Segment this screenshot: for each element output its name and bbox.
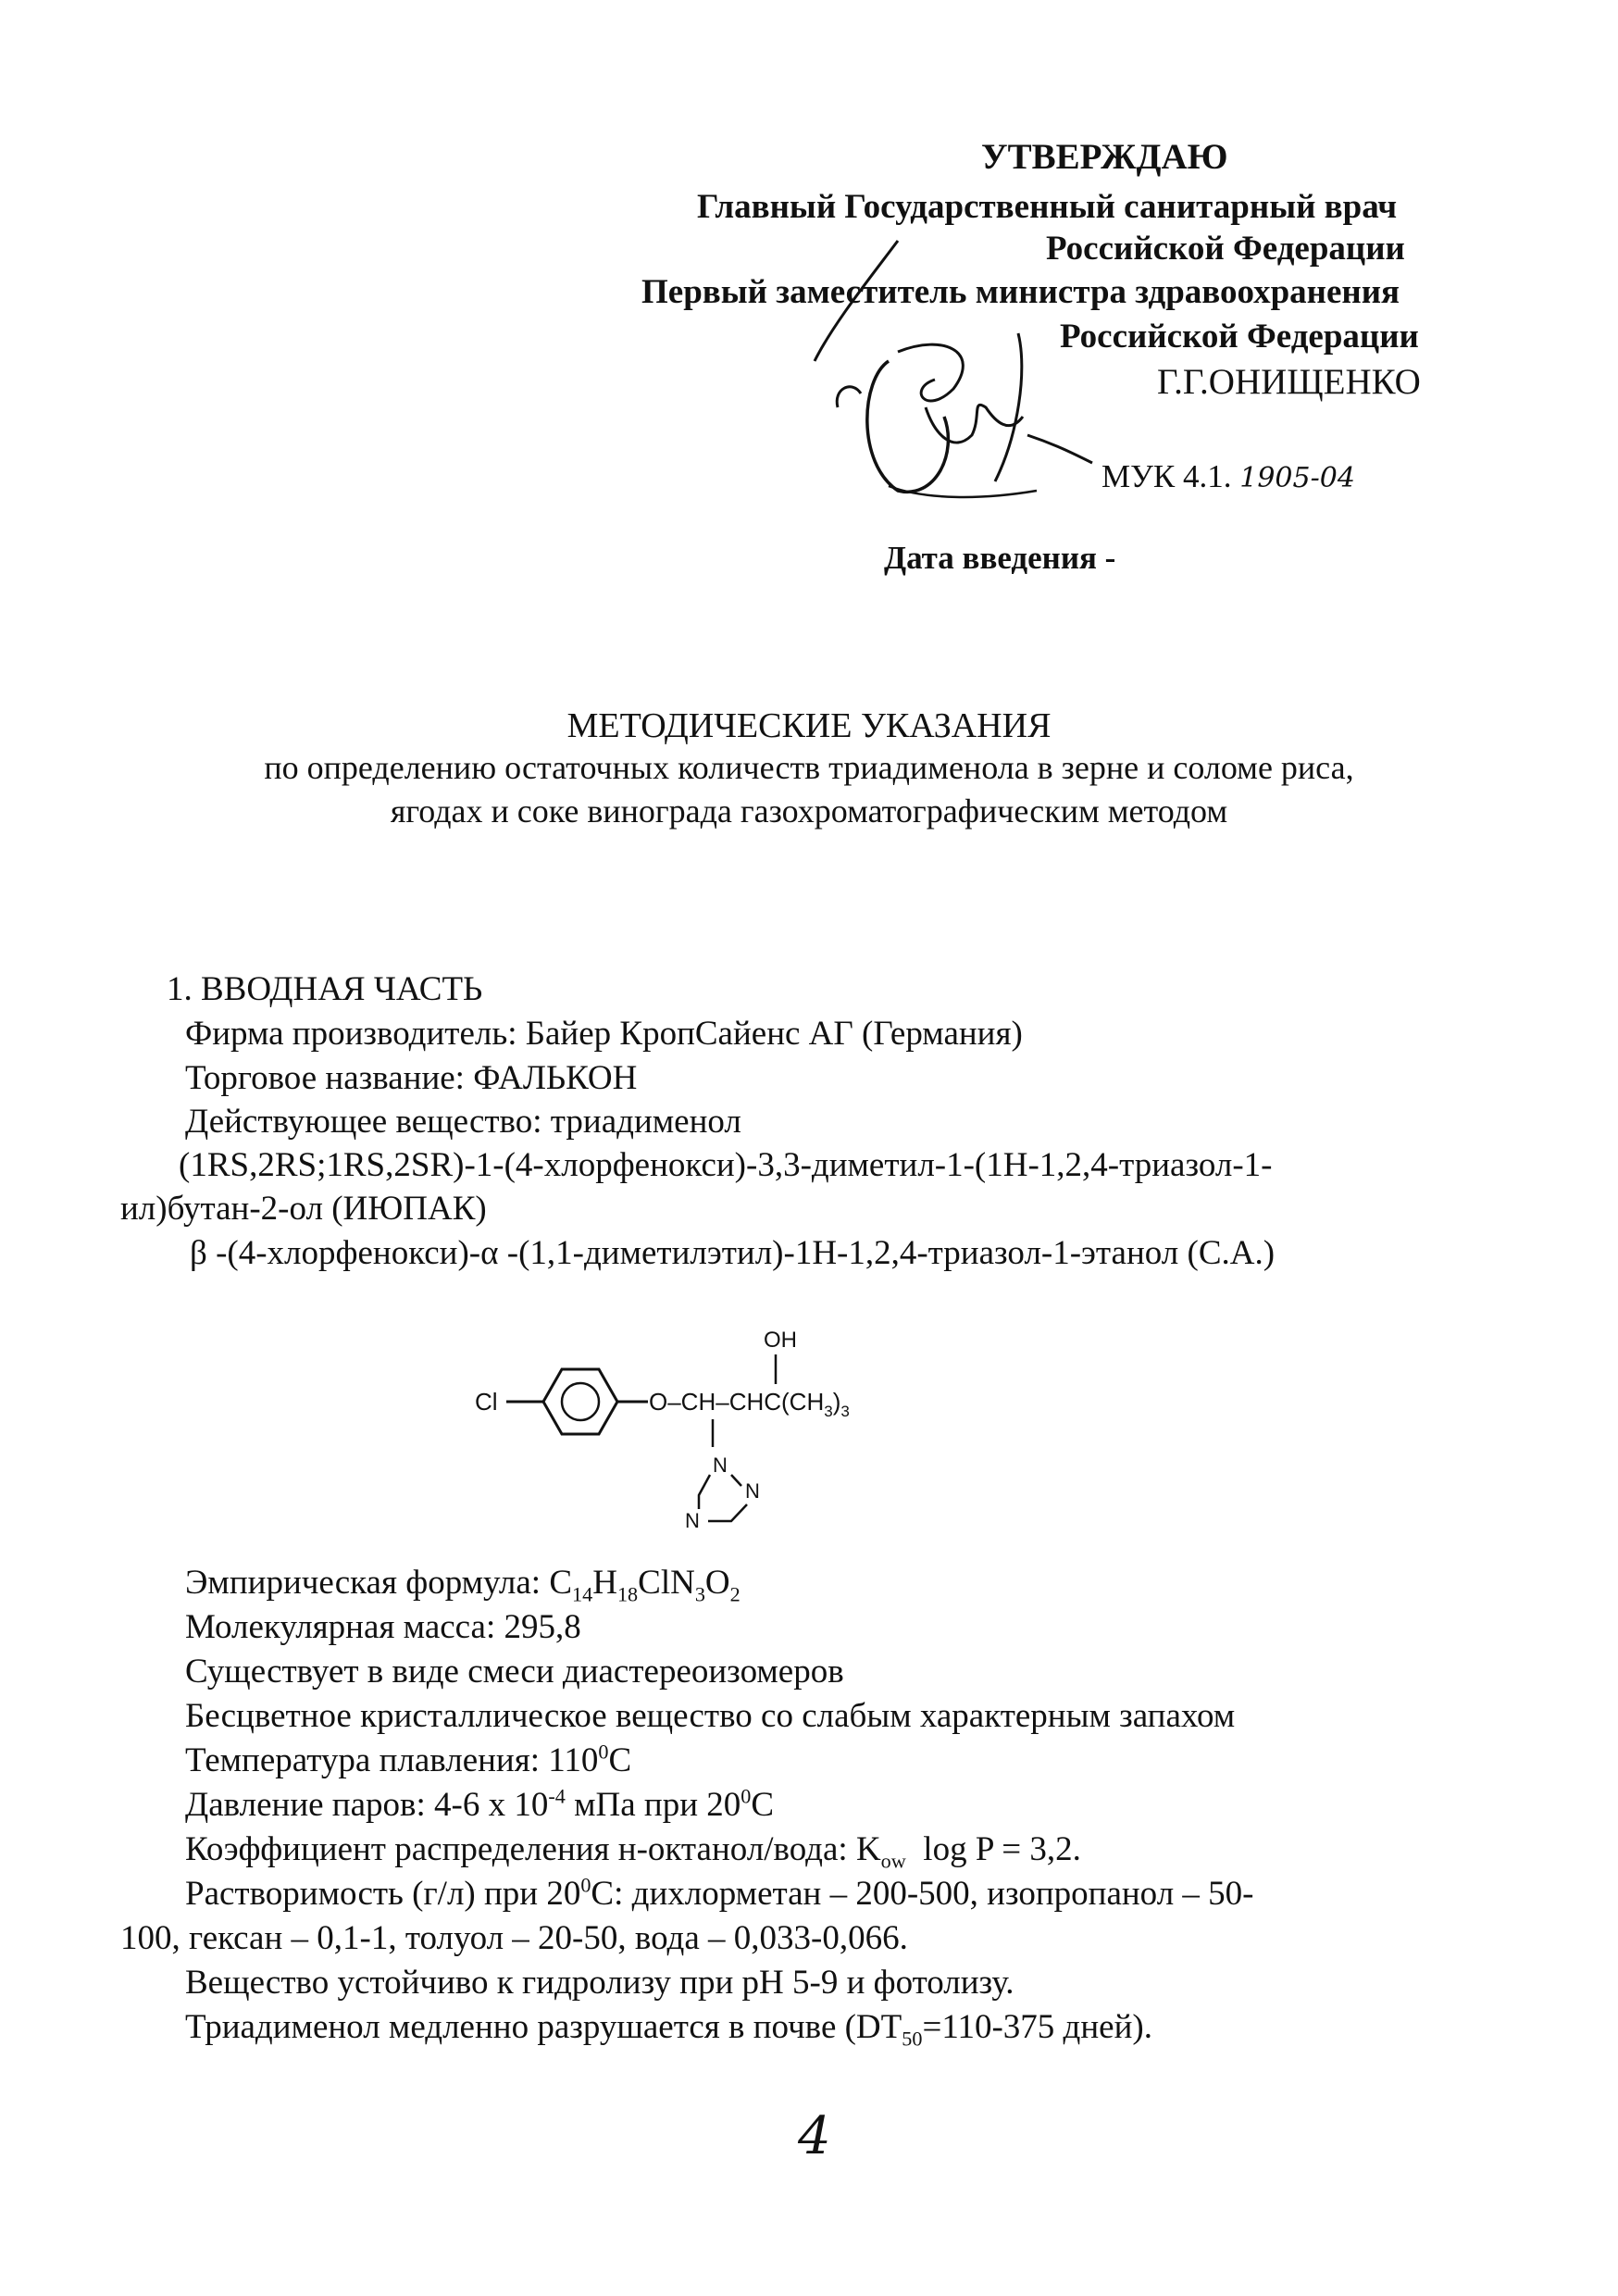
- active-substance-line: Действующее вещество: триадименол: [185, 1103, 741, 1141]
- approval-line-1: Главный Государственный санитарный врач: [697, 188, 1398, 226]
- hydroxyl-label: OH: [764, 1328, 797, 1353]
- approval-line-3: Первый заместитель министра здравоохранения: [641, 273, 1400, 311]
- benzene-ring: [543, 1369, 617, 1434]
- muk-number-handwritten: 1905-04: [1239, 462, 1355, 494]
- approver-name: Г.Г.ОНИЩЕНКО: [1157, 362, 1421, 402]
- triazole-n1: N: [713, 1454, 728, 1477]
- manufacturer-line: Фирма производитель: Байер КропСайенс АГ (Германия): [185, 1015, 1023, 1053]
- solubility-line-1: Растворимость (г/л) при $20^0С$: дихлорметан – 200-500, изопропанол – 50-: [185, 1873, 1254, 1913]
- trade-name-line: Торговое название: ФАЛЬКОН: [185, 1059, 638, 1097]
- document-subtitle-2: ягодах и соке винограда газохроматографическим методом: [390, 792, 1228, 830]
- molecular-mass-line: Молекулярная масса: 295,8: [185, 1608, 581, 1646]
- vapor-pressure-line: Давление паров: 4-6 х $10^{-4}$ мПа при $20^0С$: [185, 1784, 775, 1824]
- triazole-n3: N: [685, 1509, 700, 1532]
- empirical-formula-line: Эмпирическая формула: $C_{14}H_{18}ClN_3O_2$: [185, 1564, 741, 1606]
- appearance-line: Бесцветное кристаллическое вещество со слабым характерным запахом: [185, 1697, 1236, 1735]
- solubility-line-2: 100, гексан – 0,1-1, толуол – 20-50, вода – 0,033-0,066.: [120, 1919, 908, 1957]
- approval-line-4: Российской Федерации: [1060, 318, 1419, 356]
- chlorine-label: Cl: [475, 1388, 498, 1416]
- partition-coefficient-line: Коэффициент распределения н-октанол/вода: $K_{ow}$ log P = 3,2.: [185, 1830, 1081, 1873]
- chain-label: $O-CH-CHC(CH_3)_3$: [649, 1388, 850, 1420]
- document-subtitle-1: по определению остаточных количеств триадименола в зерне и соломе риса,: [264, 749, 1354, 786]
- structural-formula: [467, 1310, 949, 1532]
- triazole-ring: [699, 1475, 747, 1521]
- muk-code: [1101, 458, 1355, 495]
- approval-line-2: Российской Федерации: [1046, 230, 1405, 268]
- iupac-name-line-1: (1RS,2RS;1RS,2SR)-1-(4-хлорфенокси)-3,3-диметил-1-(1Н-1,2,4-триазол-1-: [179, 1146, 1273, 1184]
- stability-line: Вещество устойчиво к гидролизу при рН 5-9 и фотолизу.: [185, 1964, 1014, 2002]
- document-title: МЕТОДИЧЕСКИЕ УКАЗАНИЯ: [566, 706, 1052, 745]
- muk-prefix: МУК 4.1.: [1101, 458, 1232, 494]
- approval-heading: УТВЕРЖДАЮ: [981, 137, 1228, 177]
- intro-date: Дата введения -: [884, 540, 1116, 576]
- triazole-n2: N: [745, 1479, 760, 1503]
- section-heading: 1. ВВОДНАЯ ЧАСТЬ: [167, 970, 483, 1008]
- isomers-line: Существует в виде смеси диастереоизомеров: [185, 1653, 844, 1691]
- iupac-name-line-2: ил)бутан-2-ол (ИЮПАК): [120, 1190, 487, 1228]
- melting-point-line: Температура плавления: $110^0С$: [185, 1740, 632, 1779]
- signature-image: [796, 222, 1111, 518]
- soil-degradation-line: Триадименол медленно разрушается в почве ($DT_{50}=110-375$ дней).: [185, 2008, 1152, 2051]
- page-number: 4: [798, 2106, 831, 2166]
- ca-name-line: β -(4-хлорфенокси)-α -(1,1-диметилэтил)-1Н-1,2,4-триазол-1-этанол (С.А.): [190, 1234, 1276, 1272]
